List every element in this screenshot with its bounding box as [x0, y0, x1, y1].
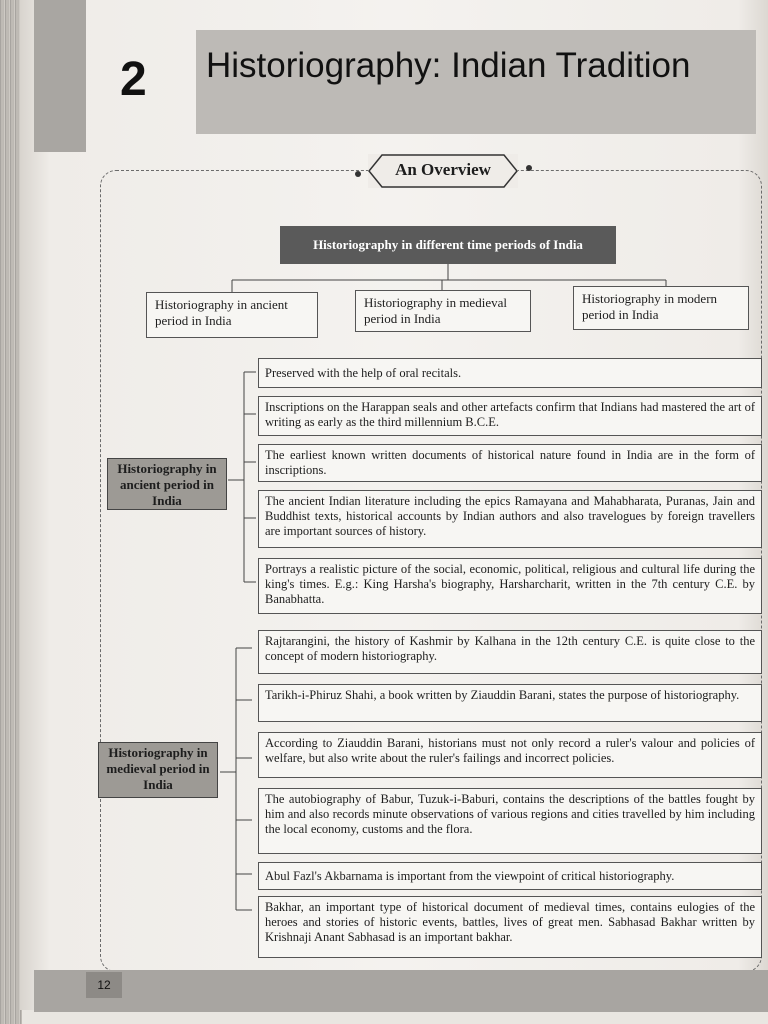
- ancient-item-1: Preserved with the help of oral recitals.: [258, 358, 762, 388]
- overview-heading: An Overview: [395, 160, 491, 179]
- medieval-item-6: Bakhar, an important type of historical document of medieval times, contains eulogies of the heroes and stories of historic events, battles, lives of great men. Sabhasad Bakhar written by Krishnaji Anant Sabhasad is an important bakhar.: [258, 896, 762, 958]
- page-number: 12: [86, 972, 122, 998]
- medieval-item-1: Rajtarangini, the history of Kashmir by Kalhana in the 12th century C.E. is quite close to the concept of modern historiography.: [258, 630, 762, 674]
- medieval-period-label: Historiography in medieval period in India: [98, 742, 218, 798]
- medieval-item-3: According to Ziauddin Barani, historians must not only record a ruler's valour and policies of welfare, but also write about the ruler's failings and incorrect policies.: [258, 732, 762, 778]
- periods-heading-box: Historiography in different time periods of India: [280, 226, 616, 264]
- ancient-item-3: The earliest known written documents of historical nature found in India are in the form of inscriptions.: [258, 444, 762, 482]
- medieval-item-2: Tarikh-i-Phiruz Shahi, a book written by Ziauddin Barani, states the purpose of historiography.: [258, 684, 762, 722]
- branch-medieval: Historiography in medieval period in India: [355, 290, 531, 332]
- chapter-title: Historiography: Indian Tradition: [206, 46, 691, 85]
- branch-ancient: Historiography in ancient period in India: [146, 292, 318, 338]
- medieval-item-4: The autobiography of Babur, Tuzuk-i-Baburi, contains the descriptions of the battles fought by him and also records minute observations of various regions and cities travelled by him including the local economy, customs and the flora.: [258, 788, 762, 854]
- chapter-number: 2: [120, 53, 147, 106]
- ancient-item-2: Inscriptions on the Harappan seals and other artefacts confirm that Indians had mastered the art of writing as early as the third millennium B.C.E.: [258, 396, 762, 436]
- ancient-item-4: The ancient Indian literature including the epics Ramayana and Mahabharata, Puranas, Jain and Buddhist texts, historical accounts by Indian authors and also travelogues by foreign travellers are important sources of history.: [258, 490, 762, 548]
- ancient-period-label: Historiography in ancient period in India: [107, 458, 227, 510]
- branch-modern: Historiography in modern period in India: [573, 286, 749, 330]
- medieval-item-5: Abul Fazl's Akbarnama is important from the viewpoint of critical historiography.: [258, 862, 762, 890]
- footer-band: [34, 970, 768, 1012]
- ancient-item-5: Portrays a realistic picture of the social, economic, political, religious and cultural life during the king's times. E.g.: King Harsha's biography, Harsharcharit, written in the 7th century C.E. by Banabhatta.: [258, 558, 762, 614]
